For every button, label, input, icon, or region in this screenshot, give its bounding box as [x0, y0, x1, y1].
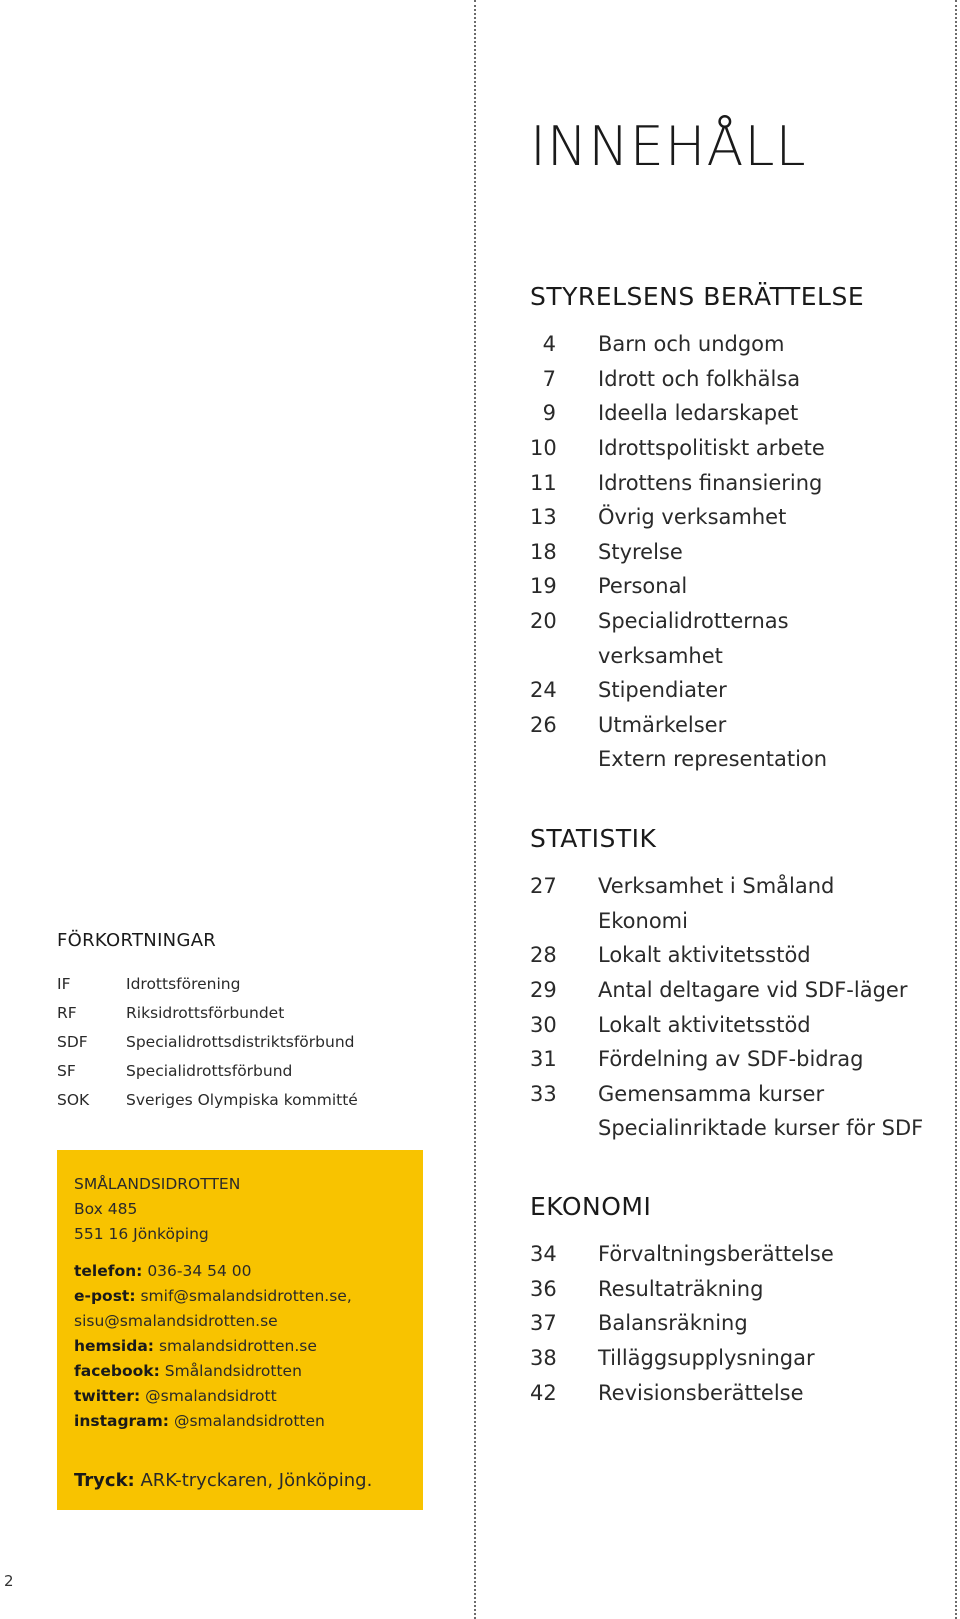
toc-page-number: 38 [530, 1346, 557, 1371]
toc-row [530, 1341, 950, 1376]
toc-page-number: 42 [530, 1380, 557, 1405]
contact-email-line-2 [74, 1309, 406, 1334]
phone-value: 036-34 54 00 [147, 1262, 252, 1280]
abbreviation-meaning: Riksidrottsförbundet [126, 1003, 285, 1022]
email-value-2: sisu@smalandsidrotten.se [74, 1312, 278, 1330]
abbreviation-row [57, 1085, 457, 1114]
toc-entry-label: Specialinriktade kurser för SDF [598, 1116, 924, 1141]
toc-entry-label: Tilläggsupplysningar [598, 1346, 815, 1371]
toc-page-number: 31 [530, 1047, 557, 1072]
facebook-value: Smålandsidrotten [164, 1362, 302, 1380]
toc-entry-label: Utmärkelser [598, 712, 727, 737]
toc-page-number: 30 [530, 1012, 557, 1037]
toc-entry-label: Lokalt aktivitetsstöd [598, 1012, 811, 1037]
toc-entry-label: Ekonomi [598, 908, 688, 933]
toc-page-number: 37 [530, 1311, 557, 1336]
web-value: smalandsidrotten.se [158, 1337, 317, 1355]
toc-list [530, 869, 950, 1146]
toc-page-number: 7 [542, 366, 556, 391]
page-title: INNEHÅLL [530, 115, 807, 178]
toc-row [530, 742, 950, 777]
abbreviation-row [57, 969, 457, 998]
toc-entry-label: Barn och undgom [598, 332, 785, 357]
toc-row [530, 500, 950, 535]
abbreviation-meaning: Sveriges Olympiska kommitté [126, 1090, 358, 1109]
toc-row [530, 431, 950, 466]
abbreviation-code: SOK [57, 1090, 90, 1109]
toc-page-number: 13 [530, 505, 557, 530]
toc-row [530, 1007, 950, 1042]
toc-row [530, 973, 950, 1008]
toc-entry-label: Lokalt aktivitetsstöd [598, 943, 811, 968]
toc-row [530, 569, 950, 604]
toc-row [530, 1237, 950, 1272]
toc-row [530, 708, 950, 743]
toc-page-number: 11 [530, 470, 557, 495]
toc-section-ekonomi [530, 1194, 950, 1410]
section-heading: EKONOMI [530, 1192, 652, 1221]
toc-entry-label: Ideella ledarskapet [598, 401, 799, 426]
toc-row [530, 869, 950, 904]
toc-entry-label: Extern representation [598, 747, 828, 772]
toc-list [530, 1237, 950, 1410]
phone-label: telefon: [74, 1262, 143, 1280]
toc-page-number: 4 [542, 332, 556, 357]
contact-phone-line [74, 1259, 406, 1284]
toc-page-number: 19 [530, 574, 557, 599]
email-label: e-post: [74, 1287, 136, 1305]
toc-page-number: 34 [530, 1242, 557, 1267]
contact-email-line [74, 1284, 406, 1309]
abbreviations-heading: FÖRKORTNINGAR [57, 930, 217, 951]
section-heading: STATISTIK [530, 824, 657, 853]
twitter-value: @smalandsidrott [145, 1387, 277, 1405]
toc-page-number: 33 [530, 1081, 557, 1106]
twitter-label: twitter: [74, 1387, 141, 1405]
toc-row [530, 938, 950, 973]
contact-twitter-line [74, 1384, 406, 1409]
toc-section-statistik [530, 826, 950, 1146]
contact-facebook-line [74, 1359, 406, 1384]
toc-page-number: 26 [530, 712, 557, 737]
toc-row [530, 604, 950, 639]
toc-row [530, 362, 950, 397]
toc-entry-label: Verksamhet i Småland [598, 874, 835, 899]
toc-entry-label: Förvaltningsberättelse [598, 1242, 834, 1267]
toc-page-number: 18 [530, 539, 557, 564]
toc-row [530, 465, 950, 500]
abbreviation-row [57, 998, 457, 1027]
toc-row [530, 904, 950, 939]
toc-entry-label: Stipendiater [598, 678, 727, 703]
page-number: 2 [4, 1572, 14, 1590]
contact-box-address: Box 485 [74, 1200, 138, 1218]
toc-entry-label: verksamhet [598, 643, 723, 668]
toc-entry-label: Revisionsberättelse [598, 1380, 804, 1405]
toc-entry-label: Styrelse [598, 539, 683, 564]
toc-entry-label: Fördelning av SDF-bidrag [598, 1047, 864, 1072]
contact-city: 551 16 Jönköping [74, 1225, 209, 1243]
toc-list [530, 327, 950, 777]
toc-row [530, 1077, 950, 1112]
instagram-value: @smalandsidrotten [173, 1412, 325, 1430]
abbreviations-block [57, 930, 457, 1114]
toc-entry-label: Gemensamma kurser [598, 1081, 825, 1106]
toc-entry-label: Övrig verksamhet [598, 505, 787, 530]
toc-entry-label: Specialidrotternas [598, 609, 789, 634]
abbreviation-row [57, 1056, 457, 1085]
toc-row [530, 327, 950, 362]
toc-page-number: 36 [530, 1276, 557, 1301]
contact-instagram-line [74, 1409, 406, 1434]
toc-page-number: 28 [530, 943, 557, 968]
center-divider [474, 0, 476, 1619]
toc-row [530, 1306, 950, 1341]
email-value-1: smif@smalandsidrotten.se, [140, 1287, 352, 1305]
web-label: hemsida: [74, 1337, 154, 1355]
contact-print-line [74, 1470, 372, 1491]
print-value: ARK-tryckaren, Jönköping. [140, 1470, 373, 1491]
abbreviation-code: SDF [57, 1032, 88, 1051]
instagram-label: instagram: [74, 1412, 169, 1430]
abbreviation-meaning: Specialidrottsförbund [126, 1061, 293, 1080]
toc-entry-label: Antal deltagare vid SDF-läger [598, 978, 908, 1003]
abbreviation-code: IF [57, 974, 71, 993]
toc-entry-label: Idrott och folkhälsa [598, 366, 801, 391]
toc-page-number: 29 [530, 978, 557, 1003]
toc-row [530, 1375, 950, 1410]
abbreviation-meaning: Idrottsförening [126, 974, 241, 993]
print-label: Tryck: [74, 1470, 135, 1491]
toc-section-styrelsens-berattelse [530, 284, 950, 777]
toc-entry-label: Resultaträkning [598, 1276, 764, 1301]
toc-page-number: 10 [530, 436, 557, 461]
toc-row [530, 1272, 950, 1307]
toc-row [530, 1111, 950, 1146]
toc-row [530, 638, 950, 673]
toc-entry-label: Personal [598, 574, 688, 599]
facebook-label: facebook: [74, 1362, 160, 1380]
toc-page-number: 27 [530, 874, 557, 899]
abbreviation-code: SF [57, 1061, 76, 1080]
abbreviation-meaning: Specialidrottsdistriktsförbund [126, 1032, 355, 1051]
toc-page-number: 9 [542, 401, 556, 426]
right-divider [955, 0, 957, 1619]
toc-row [530, 535, 950, 570]
toc-entry-label: Idrottens finansiering [598, 470, 823, 495]
toc-page-number: 24 [530, 678, 557, 703]
toc-page-number: 20 [530, 609, 557, 634]
toc-row [530, 673, 950, 708]
abbreviation-row [57, 1027, 457, 1056]
section-heading: STYRELSENS BERÄTTELSE [530, 282, 865, 311]
toc-row [530, 396, 950, 431]
abbreviation-code: RF [57, 1003, 77, 1022]
toc-entry-label: Balansräkning [598, 1311, 748, 1336]
contact-box [57, 1150, 423, 1510]
toc-row [530, 1042, 950, 1077]
contact-org: SMÅLANDSIDROTTEN [74, 1175, 241, 1193]
toc-entry-label: Idrottspolitiskt arbete [598, 436, 825, 461]
contact-web-line [74, 1334, 406, 1359]
